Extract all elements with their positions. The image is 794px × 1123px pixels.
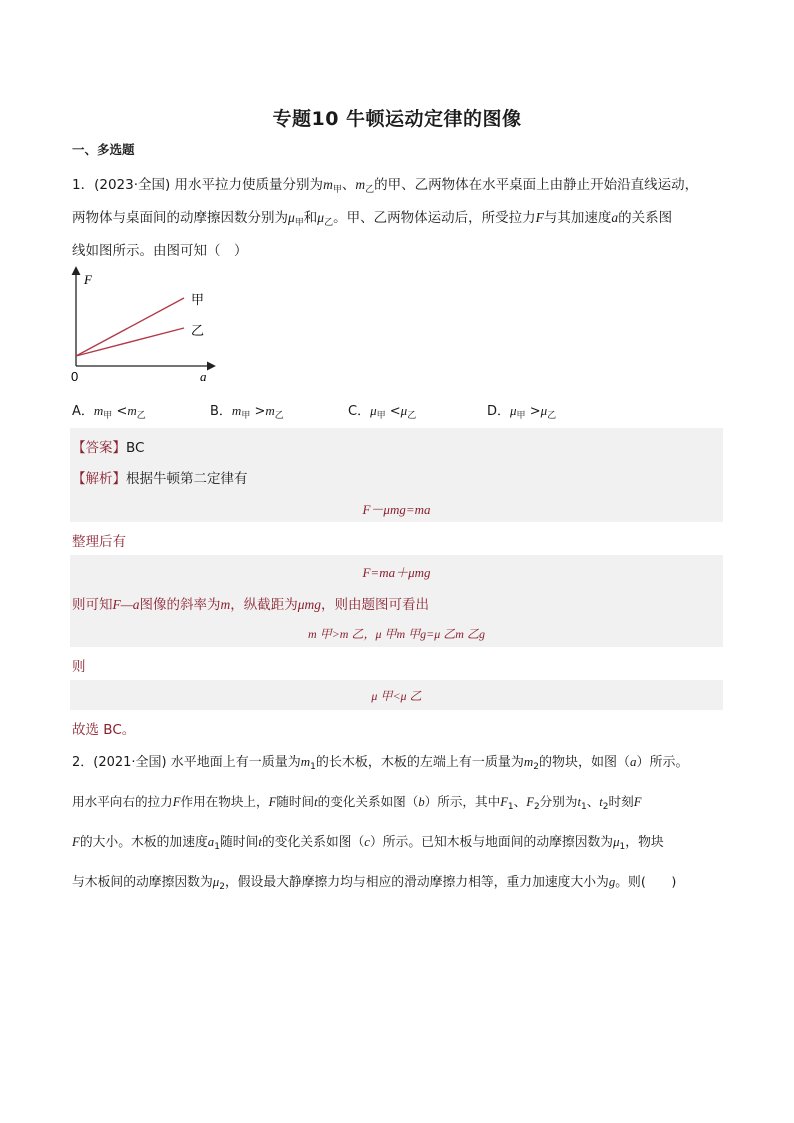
option-c[interactable]: C．$\mu_甲 <\mu_乙$ — [348, 403, 417, 421]
option-a[interactable]: A．$m_甲 <m_乙$ — [72, 403, 146, 421]
analysis-line: 【解析】根据牛顿第二定律有 — [72, 471, 248, 487]
answer-tag: 【答案】 — [72, 440, 126, 456]
line-yi — [76, 328, 184, 356]
conclusion-text: 故选 BC。 — [72, 722, 136, 738]
tidy-text: 整理后有 — [72, 534, 126, 550]
q2-line-4: 与木板间的动摩擦因数为$\mu_2$，假设最大静摩擦力均与相应的滑动摩擦力相等，重力加速度大小为g。则( ) — [72, 875, 677, 892]
q1-line-1: 1．(2023·全国) 用水平拉力使质量分别为$m_甲$、$m_乙$的甲、乙两物体在水平桌面上由静止开始沿直线运动， — [72, 177, 699, 195]
line-jia — [76, 298, 184, 356]
equation-2: F=ma＋μmg — [362, 565, 431, 580]
q2-line-2: 用水平向右的拉力F作用在物块上，F随时间t的变化关系如图（b）所示，其中$F_1$、$F_2$分别为$t_1$、$t_2$时刻F — [72, 794, 642, 812]
page-title: 专题10 牛顿运动定律的图像 — [272, 108, 522, 130]
answer-line — [72, 436, 144, 456]
origin-label: 0 — [71, 369, 79, 384]
slope-line: 则可知F—a图像的斜率为m，纵截距为μmg，则由题图可看出 — [72, 597, 430, 613]
option-b[interactable]: B．$m_甲 >m_乙$ — [210, 403, 284, 421]
q2-line-1: 2．(2021·全国) 水平地面上有一质量为$m_1$的长木板，木板的左端上有一质量为$m_2$的物块，如图（a）所示。 — [72, 754, 689, 772]
label-jia: 甲 — [191, 293, 205, 308]
analysis-tag: 【解析】 — [72, 471, 126, 487]
q1-line-2: 两物体与桌面间的动摩擦因数分别为$\mu_甲$和$\mu_乙$。甲、乙两物体运动后，所受拉力F与其加速度a的关系图 — [72, 210, 673, 228]
then-text: 则 — [72, 659, 86, 675]
y-axis-label: F — [84, 272, 92, 287]
equation-3: m 甲>m 乙，μ 甲m 甲g=μ 乙m 乙g — [308, 627, 485, 641]
q2-line-3: F的大小。木板的加速度$a_1$随时间t的变化关系如图（c）所示。已知木板与地面间的动摩擦因数为$\mu_1$，物块 — [72, 835, 664, 852]
label-yi: 乙 — [191, 324, 205, 339]
equation-1: F－μmg=ma — [362, 502, 431, 517]
answer-value: BC — [126, 440, 145, 456]
option-d[interactable]: D．$\mu_甲 >\mu_乙$ — [487, 403, 557, 421]
f-a-graph — [62, 262, 222, 384]
equation-4: μ 甲<μ 乙 — [371, 689, 422, 703]
q1-line-3: 线如图所示。由图可知（ ） — [72, 243, 248, 259]
x-axis-label: a — [200, 369, 207, 384]
section-heading: 一、多选题 — [72, 142, 135, 157]
